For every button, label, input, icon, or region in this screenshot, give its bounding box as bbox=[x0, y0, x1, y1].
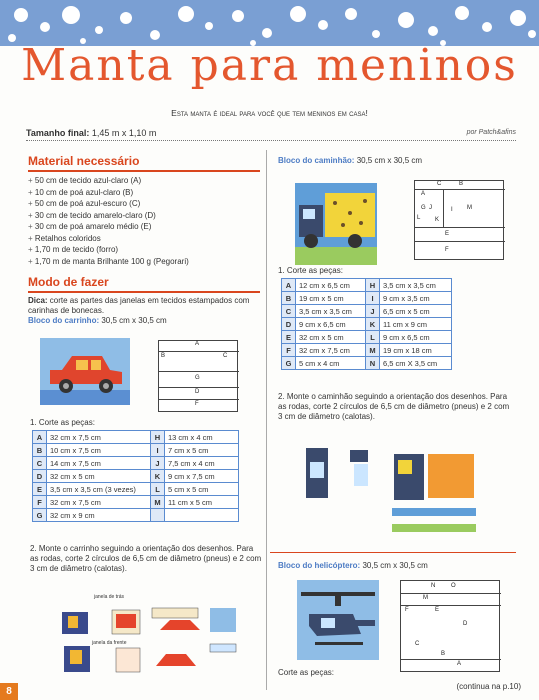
cut-piece-letter: M bbox=[366, 344, 380, 357]
heli-block-label: Bloco do helicóptero: bbox=[278, 561, 361, 570]
cut-piece-size: 11 cm x 5 cm bbox=[165, 496, 239, 509]
cut-row bbox=[282, 305, 452, 318]
materials-heading: Material necessário bbox=[28, 154, 140, 168]
material-item: + 1,70 m de manta Brilhante 100 g (Pegorari) bbox=[28, 256, 262, 268]
cut-piece-size: 3,5 cm x 3,5 cm bbox=[380, 279, 452, 292]
cut-piece-size: 14 cm x 7,5 cm bbox=[47, 457, 151, 470]
cut-piece-size: 11 cm x 9 cm bbox=[380, 318, 452, 331]
cut-piece-letter: K bbox=[366, 318, 380, 331]
material-item: + 1,70 m de tecido (forro) bbox=[28, 244, 262, 256]
heli-block-image bbox=[297, 580, 379, 660]
cut-piece-size: 32 cm x 7,5 cm bbox=[47, 431, 151, 444]
truck-assembly-diagram bbox=[296, 440, 516, 540]
cut-row bbox=[282, 331, 452, 344]
car-step1: 1. Corte as peças: bbox=[30, 418, 95, 427]
cut-piece-size: 32 cm x 7,5 cm bbox=[296, 344, 366, 357]
band-dot bbox=[232, 10, 244, 22]
band-dot bbox=[428, 26, 438, 36]
cut-row bbox=[282, 318, 452, 331]
cut-piece-letter: F bbox=[33, 496, 47, 509]
band-dot bbox=[262, 28, 272, 38]
material-item: + 50 cm de tecido azul-claro (A) bbox=[28, 175, 262, 187]
band-dot bbox=[398, 12, 414, 28]
cut-row bbox=[33, 483, 239, 496]
cut-piece-letter: B bbox=[282, 292, 296, 305]
cut-piece-size: 3,5 cm x 3,5 cm bbox=[296, 305, 366, 318]
cut-piece-size: 32 cm x 5 cm bbox=[296, 331, 366, 344]
cut-piece-letter: C bbox=[282, 305, 296, 318]
tip-text: corte as partes das janelas em tecidos estampados com carinhas de bonecas. bbox=[28, 296, 250, 315]
cut-piece-size: 9 cm x 6,5 cm bbox=[380, 331, 452, 344]
cut-piece-letter: L bbox=[366, 331, 380, 344]
band-dot bbox=[528, 30, 536, 38]
cut-piece-letter: C bbox=[33, 457, 47, 470]
cut-piece-size: 32 cm x 5 cm bbox=[47, 470, 151, 483]
cut-piece-size: 19 cm x 5 cm bbox=[296, 292, 366, 305]
truck-block-label: Bloco do caminhão: bbox=[278, 156, 355, 165]
truck-cuts-table-wrap bbox=[281, 278, 452, 370]
page-subtitle: Esta manta é ideal para você que tem meninos em casa! bbox=[171, 108, 368, 118]
cut-piece-size: 6,5 cm X 3,5 cm bbox=[380, 357, 452, 370]
tip-paragraph bbox=[28, 296, 262, 316]
car-block-size: 30,5 cm x 30,5 cm bbox=[101, 316, 167, 325]
truck-icon bbox=[295, 183, 377, 265]
method-rule bbox=[28, 291, 260, 293]
cut-piece-letter: D bbox=[282, 318, 296, 331]
cut-piece-size: 19 cm x 18 cm bbox=[380, 344, 452, 357]
cut-row bbox=[33, 431, 239, 444]
cut-piece-letter: G bbox=[33, 509, 47, 522]
cut-row bbox=[282, 357, 452, 370]
cut-piece-letter bbox=[151, 509, 165, 522]
car-diagram: A B C G D F bbox=[158, 340, 238, 412]
cut-piece-size: 9 cm x 3,5 cm bbox=[380, 292, 452, 305]
car-icon bbox=[40, 338, 130, 405]
truck-step1: 1. Corte as peças: bbox=[278, 266, 343, 275]
window-back-label: janela de trás bbox=[94, 594, 125, 600]
cut-piece-letter: J bbox=[151, 457, 165, 470]
cut-piece-letter: G bbox=[282, 357, 296, 370]
truck-block-image bbox=[295, 183, 377, 265]
truck-diagram: C B A G J K M L E F I bbox=[414, 180, 504, 260]
cut-piece-size: 5 cm x 5 cm bbox=[165, 483, 239, 496]
car-block-image bbox=[40, 338, 130, 405]
cut-piece-letter: A bbox=[33, 431, 47, 444]
cut-piece-letter: H bbox=[366, 279, 380, 292]
band-dot bbox=[150, 30, 160, 40]
page-title: Manta para meninos bbox=[21, 40, 518, 91]
cut-piece-size: 32 cm x 9 cm bbox=[47, 509, 151, 522]
cut-piece-letter: A bbox=[282, 279, 296, 292]
car-cuts-table-wrap bbox=[32, 430, 239, 522]
material-item: + 50 cm de poá azul-escuro (C) bbox=[28, 198, 262, 210]
cut-row bbox=[282, 292, 452, 305]
band-dot bbox=[510, 10, 526, 26]
cut-piece-size: 9 cm x 6,5 cm bbox=[296, 318, 366, 331]
car-block-line bbox=[28, 316, 262, 326]
band-dot bbox=[318, 20, 328, 30]
band-dot bbox=[120, 12, 132, 24]
car-block-label: Bloco do carrinho: bbox=[28, 316, 100, 325]
band-dot bbox=[205, 22, 213, 30]
final-size-line bbox=[26, 128, 516, 141]
materials-rule bbox=[28, 170, 260, 172]
band-dot bbox=[482, 22, 492, 32]
car-assembly-diagram bbox=[60, 600, 240, 680]
cut-piece-letter: B bbox=[33, 444, 47, 457]
cut-piece-letter: I bbox=[366, 292, 380, 305]
cut-row bbox=[33, 444, 239, 457]
cut-piece-size: 32 cm x 7,5 cm bbox=[47, 496, 151, 509]
cut-piece-letter: E bbox=[282, 331, 296, 344]
cut-row bbox=[33, 457, 239, 470]
materials-list bbox=[28, 175, 262, 267]
cut-piece-size: 10 cm x 7,5 cm bbox=[47, 444, 151, 457]
band-dot bbox=[40, 22, 50, 32]
tip-label: Dica: bbox=[28, 296, 48, 305]
truck-block-size: 30,5 cm x 30,5 cm bbox=[356, 156, 423, 165]
cut-piece-letter: L bbox=[151, 483, 165, 496]
cut-piece-size: 13 cm x 4 cm bbox=[165, 431, 239, 444]
heli-block-size: 30,5 cm x 30,5 cm bbox=[362, 561, 428, 570]
cut-piece-size bbox=[165, 509, 239, 522]
cut-piece-letter: J bbox=[366, 305, 380, 318]
helicopter-icon bbox=[297, 580, 379, 660]
cut-piece-letter: M bbox=[151, 496, 165, 509]
material-item: + 30 cm de tecido amarelo-claro (D) bbox=[28, 210, 262, 222]
material-item: + Retalhos coloridos bbox=[28, 233, 262, 245]
left-column bbox=[28, 154, 262, 326]
cut-piece-letter: H bbox=[151, 431, 165, 444]
heli-block-line bbox=[278, 561, 428, 571]
heli-step1: Corte as peças: bbox=[278, 668, 335, 677]
truck-block-line bbox=[278, 156, 422, 166]
cut-row bbox=[33, 496, 239, 509]
cut-row bbox=[282, 279, 452, 292]
cut-piece-size: 9 cm x 7,5 cm bbox=[165, 470, 239, 483]
cut-piece-size: 7 cm x 5 cm bbox=[165, 444, 239, 457]
material-item: + 30 cm de poá amarelo médio (E) bbox=[28, 221, 262, 233]
car-step2: 2. Monte o carrinho seguindo a orientação dos desenhos. Para as rodas, corte 2 círculos de 6,5 cm de diâmetro (pneus) e 2 com 3 cm de diâmetro (calotas). bbox=[30, 544, 262, 573]
cut-piece-size: 3,5 cm x 3,5 cm (3 vezes) bbox=[47, 483, 151, 496]
cut-piece-size: 12 cm x 6,5 cm bbox=[296, 279, 366, 292]
band-dot bbox=[290, 6, 306, 22]
band-dot bbox=[178, 6, 194, 22]
car-cuts-table bbox=[32, 430, 239, 522]
cut-piece-letter: D bbox=[33, 470, 47, 483]
band-dot bbox=[345, 8, 357, 20]
heli-rule bbox=[270, 552, 516, 553]
method-heading: Modo de fazer bbox=[28, 275, 109, 289]
cut-piece-letter: E bbox=[33, 483, 47, 496]
cut-row bbox=[282, 344, 452, 357]
credit: por Patch&afins bbox=[466, 129, 516, 136]
cut-row bbox=[33, 509, 239, 522]
band-dot bbox=[14, 8, 28, 22]
cut-piece-size: 7,5 cm x 4 cm bbox=[165, 457, 239, 470]
band-dot bbox=[95, 26, 103, 34]
cut-piece-letter: I bbox=[151, 444, 165, 457]
truck-cuts-table bbox=[281, 278, 452, 370]
cut-piece-size: 5 cm x 4 cm bbox=[296, 357, 366, 370]
column-divider bbox=[266, 150, 267, 690]
size-value: 1,45 m x 1,10 m bbox=[91, 128, 157, 138]
truck-step2: 2. Monte o caminhão seguindo a orientação dos desenhos. Para as rodas, corte 2 círculos de 6,5 cm de diâmetro (pneus) e 2 com 3 cm de diâmetro (calotas). bbox=[278, 392, 510, 421]
page-number: 8 bbox=[0, 683, 18, 700]
heli-diagram: N O M F E D C B A bbox=[400, 580, 500, 672]
cut-piece-size: 6,5 cm x 5 cm bbox=[380, 305, 452, 318]
size-label: Tamanho final: bbox=[26, 128, 90, 138]
cut-piece-letter: N bbox=[366, 357, 380, 370]
band-dot bbox=[62, 6, 80, 24]
cut-row bbox=[33, 470, 239, 483]
cut-piece-letter: K bbox=[151, 470, 165, 483]
band-dot bbox=[372, 30, 380, 38]
continued-note: (continua na p.10) bbox=[456, 682, 521, 691]
material-item: + 10 cm de poá azul-claro (B) bbox=[28, 187, 262, 199]
window-front-label: janela da frente bbox=[92, 640, 127, 646]
band-dot bbox=[455, 6, 469, 20]
cut-piece-letter: F bbox=[282, 344, 296, 357]
